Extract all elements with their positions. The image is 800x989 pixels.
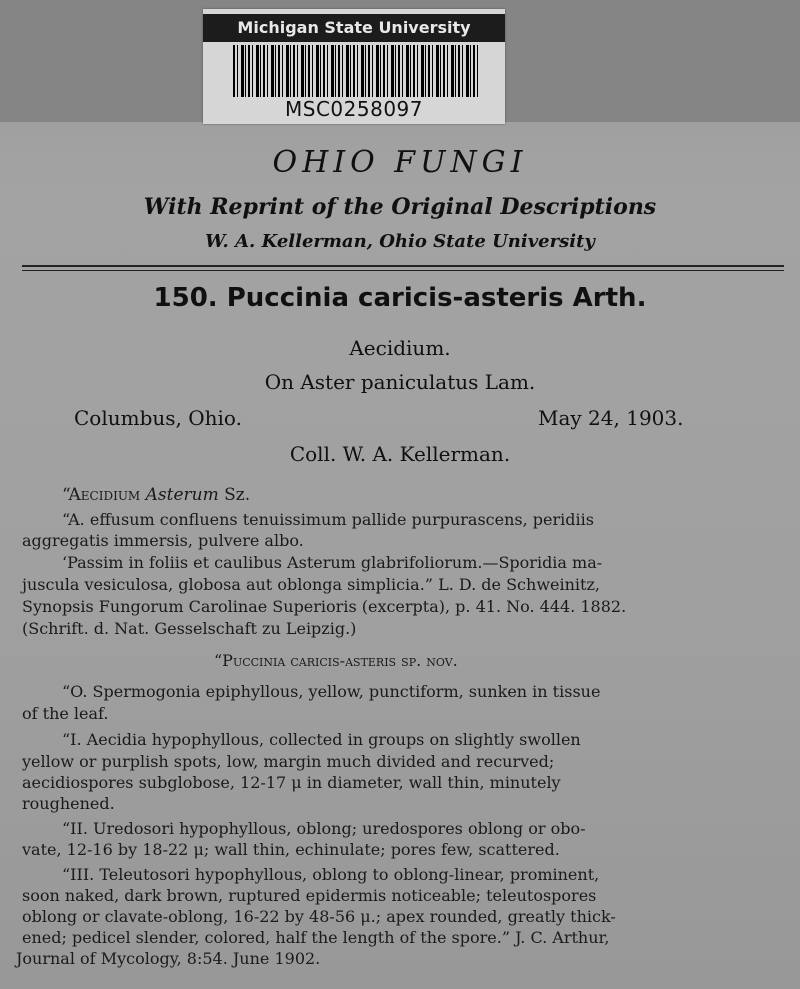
text-line: vate, 12-16 by 18-22 μ; wall thin, echinulate; pores few, scattered. <box>22 840 560 859</box>
text-line: ened; pedicel slender, colored, half the length of the spore.” J. C. Arthur, <box>22 928 610 947</box>
barcode-label <box>203 9 505 124</box>
series-author: W. A. Kellerman, Ohio State University <box>205 231 595 252</box>
text-line: (Schrift. d. Nat. Gesselschaft zu Leipzig.) <box>22 619 357 638</box>
series-title: OHIO FUNGI <box>272 145 528 180</box>
specimen-host: On Aster paniculatus Lam. <box>264 370 536 394</box>
divider-rule <box>22 265 784 267</box>
specimen-date: May 24, 1903. <box>538 406 684 430</box>
text-line: Journal of Mycology, 8:54. June 1902. <box>16 949 321 968</box>
aecidium-heading-author: Sz. <box>224 485 251 505</box>
text-line: yellow or purplish spots, low, margin much divided and recurved; <box>22 752 555 771</box>
text-line: “II. Uredosori hypophyllous, oblong; uredospores oblong or obo- <box>62 819 586 838</box>
aecidium-heading-species: Asterum <box>145 485 219 505</box>
series-subtitle: With Reprint of the Original Descriptions <box>143 194 657 220</box>
barcode <box>233 45 479 97</box>
text-line: soon naked, dark brown, ruptured epidermis noticeable; teleutospores <box>22 886 597 905</box>
divider-rule-thin <box>22 270 784 271</box>
text-line: of the leaf. <box>22 704 109 723</box>
text-line: “A. effusum confluens tenuissimum pallide purpurascens, peridiis <box>62 510 594 529</box>
text-line: “O. Spermogonia epiphyllous, yellow, punctiform, sunken in tissue <box>62 682 601 701</box>
specimen-collector: Coll. W. A. Kellerman. <box>289 442 511 466</box>
text-line: oblong or clavate-oblong, 16-22 by 48-56 μ.; apex rounded, greatly thick- <box>22 907 616 926</box>
institution-name: Michigan State University <box>203 14 505 42</box>
specimen-locality: Columbus, Ohio. <box>74 406 242 430</box>
text-line: “I. Aecidia hypophyllous, collected in groups on slightly swollen <box>62 730 581 749</box>
text-line: aggregatis immersis, pulvere albo. <box>22 531 304 550</box>
text-line: aecidiospores subglobose, 12-17 μ in diameter, wall thin, minutely <box>22 773 561 792</box>
aecidium-heading-genus: “Aecidium <box>62 485 141 505</box>
text-line: Synopsis Fungorum Carolinae Superioris (excerpta), p. 41. No. 444. 1882. <box>22 597 627 616</box>
text-line: roughened. <box>22 794 115 813</box>
puccinia-heading: “Puccinia caricis-asteris sp. nov. <box>214 651 458 670</box>
specimen-stage: Aecidium. <box>349 336 451 360</box>
aecidium-heading <box>62 485 250 505</box>
text-line: ‘Passim in foliis et caulibus Asterum glabrifoliorum.—Sporidia ma- <box>62 553 603 572</box>
barcode-number: MSC0258097 <box>285 97 423 121</box>
text-line: “III. Teleutosori hypophyllous, oblong to oblong-linear, prominent, <box>62 865 600 884</box>
text-line: juscula vesiculosa, globosa aut oblonga simplicia.” L. D. de Schweinitz, <box>22 575 600 594</box>
specimen-title: 150. Puccinia caricis-asteris Arth. <box>153 283 647 313</box>
